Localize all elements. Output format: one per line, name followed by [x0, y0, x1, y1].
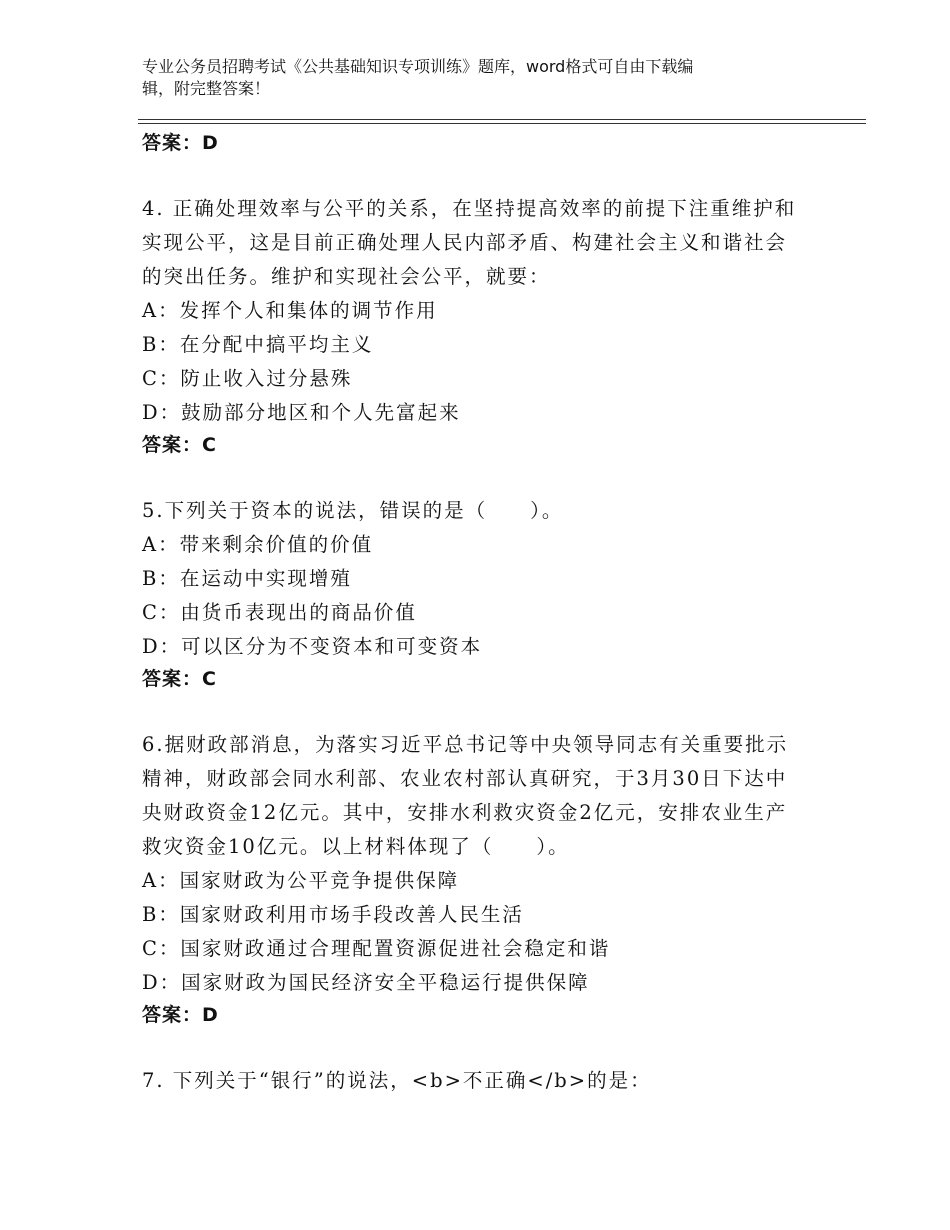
question-stem [142, 1064, 842, 1098]
option-b: B：国家财政利用市场手段改善人民生活 [142, 903, 524, 926]
stem-line: 5.下列关于资本的说法，错误的是（ ）。 [142, 499, 564, 522]
stem-line: 救灾资金10亿元。以上材料体现了（ ）。 [142, 835, 570, 858]
option-c: C：防止收入过分悬殊 [142, 367, 353, 390]
option-d: D：可以区分为不变资本和可变资本 [142, 635, 483, 658]
question-7 [142, 1064, 842, 1098]
answer-label: 答案：C [142, 668, 217, 690]
stem-line: 7. 下列关于“银行”的说法，<b>不正确</b>的是： [142, 1069, 652, 1092]
question-stem [142, 728, 842, 864]
question-6 [142, 728, 842, 1030]
stem-line: 6.据财政部消息，为落实习近平总书记等中央领导同志有关重要批示 [142, 733, 789, 756]
option-a: A：国家财政为公平竞争提供保障 [142, 869, 460, 892]
header-divider [138, 119, 866, 124]
stem-line: 央财政资金12亿元。其中，安排水利救灾资金2亿元，安排农业生产 [142, 801, 788, 824]
option-b: B：在分配中搞平均主义 [142, 333, 374, 356]
option-c: C：国家财政通过合理配置资源促进社会稳定和谐 [142, 937, 611, 960]
option-b: B：在运动中实现增殖 [142, 567, 352, 590]
option-d: D：国家财政为国民经济安全平稳运行提供保障 [142, 971, 590, 994]
question-5 [142, 494, 842, 694]
answer-label: 答案：D [142, 1004, 219, 1026]
header-line-1: 专业公务员招聘考试《公共基础知识专项训练》题库，word格式可自由下载编 [142, 57, 694, 76]
stem-line: 的突出任务。维护和实现社会公平，就要： [142, 265, 551, 288]
option-a: A：带来剩余价值的价值 [142, 533, 374, 556]
stem-line: 实现公平，这是目前正确处理人民内部矛盾、构建社会主义和谐社会 [142, 231, 788, 254]
question-stem [142, 192, 842, 294]
stem-line: 精神，财政部会同水利部、农业农村部认真研究，于3月30日下达中 [142, 767, 788, 790]
question-stem [142, 494, 842, 528]
question-4 [142, 192, 842, 460]
stem-line: 4. 正确处理效率与公平的关系，在坚持提高效率的前提下注重维护和 [142, 197, 797, 220]
answer-label: 答案：C [142, 434, 217, 456]
option-d: D：鼓励部分地区和个人先富起来 [142, 401, 461, 424]
page-header [142, 56, 782, 100]
document-body [142, 128, 842, 1098]
option-c: C：由货币表现出的商品价值 [142, 601, 417, 624]
option-a: A：发挥个人和集体的调节作用 [142, 299, 438, 322]
answer-label: 答案：D [142, 132, 219, 154]
header-line-2: 辑，附完整答案！ [142, 79, 271, 98]
